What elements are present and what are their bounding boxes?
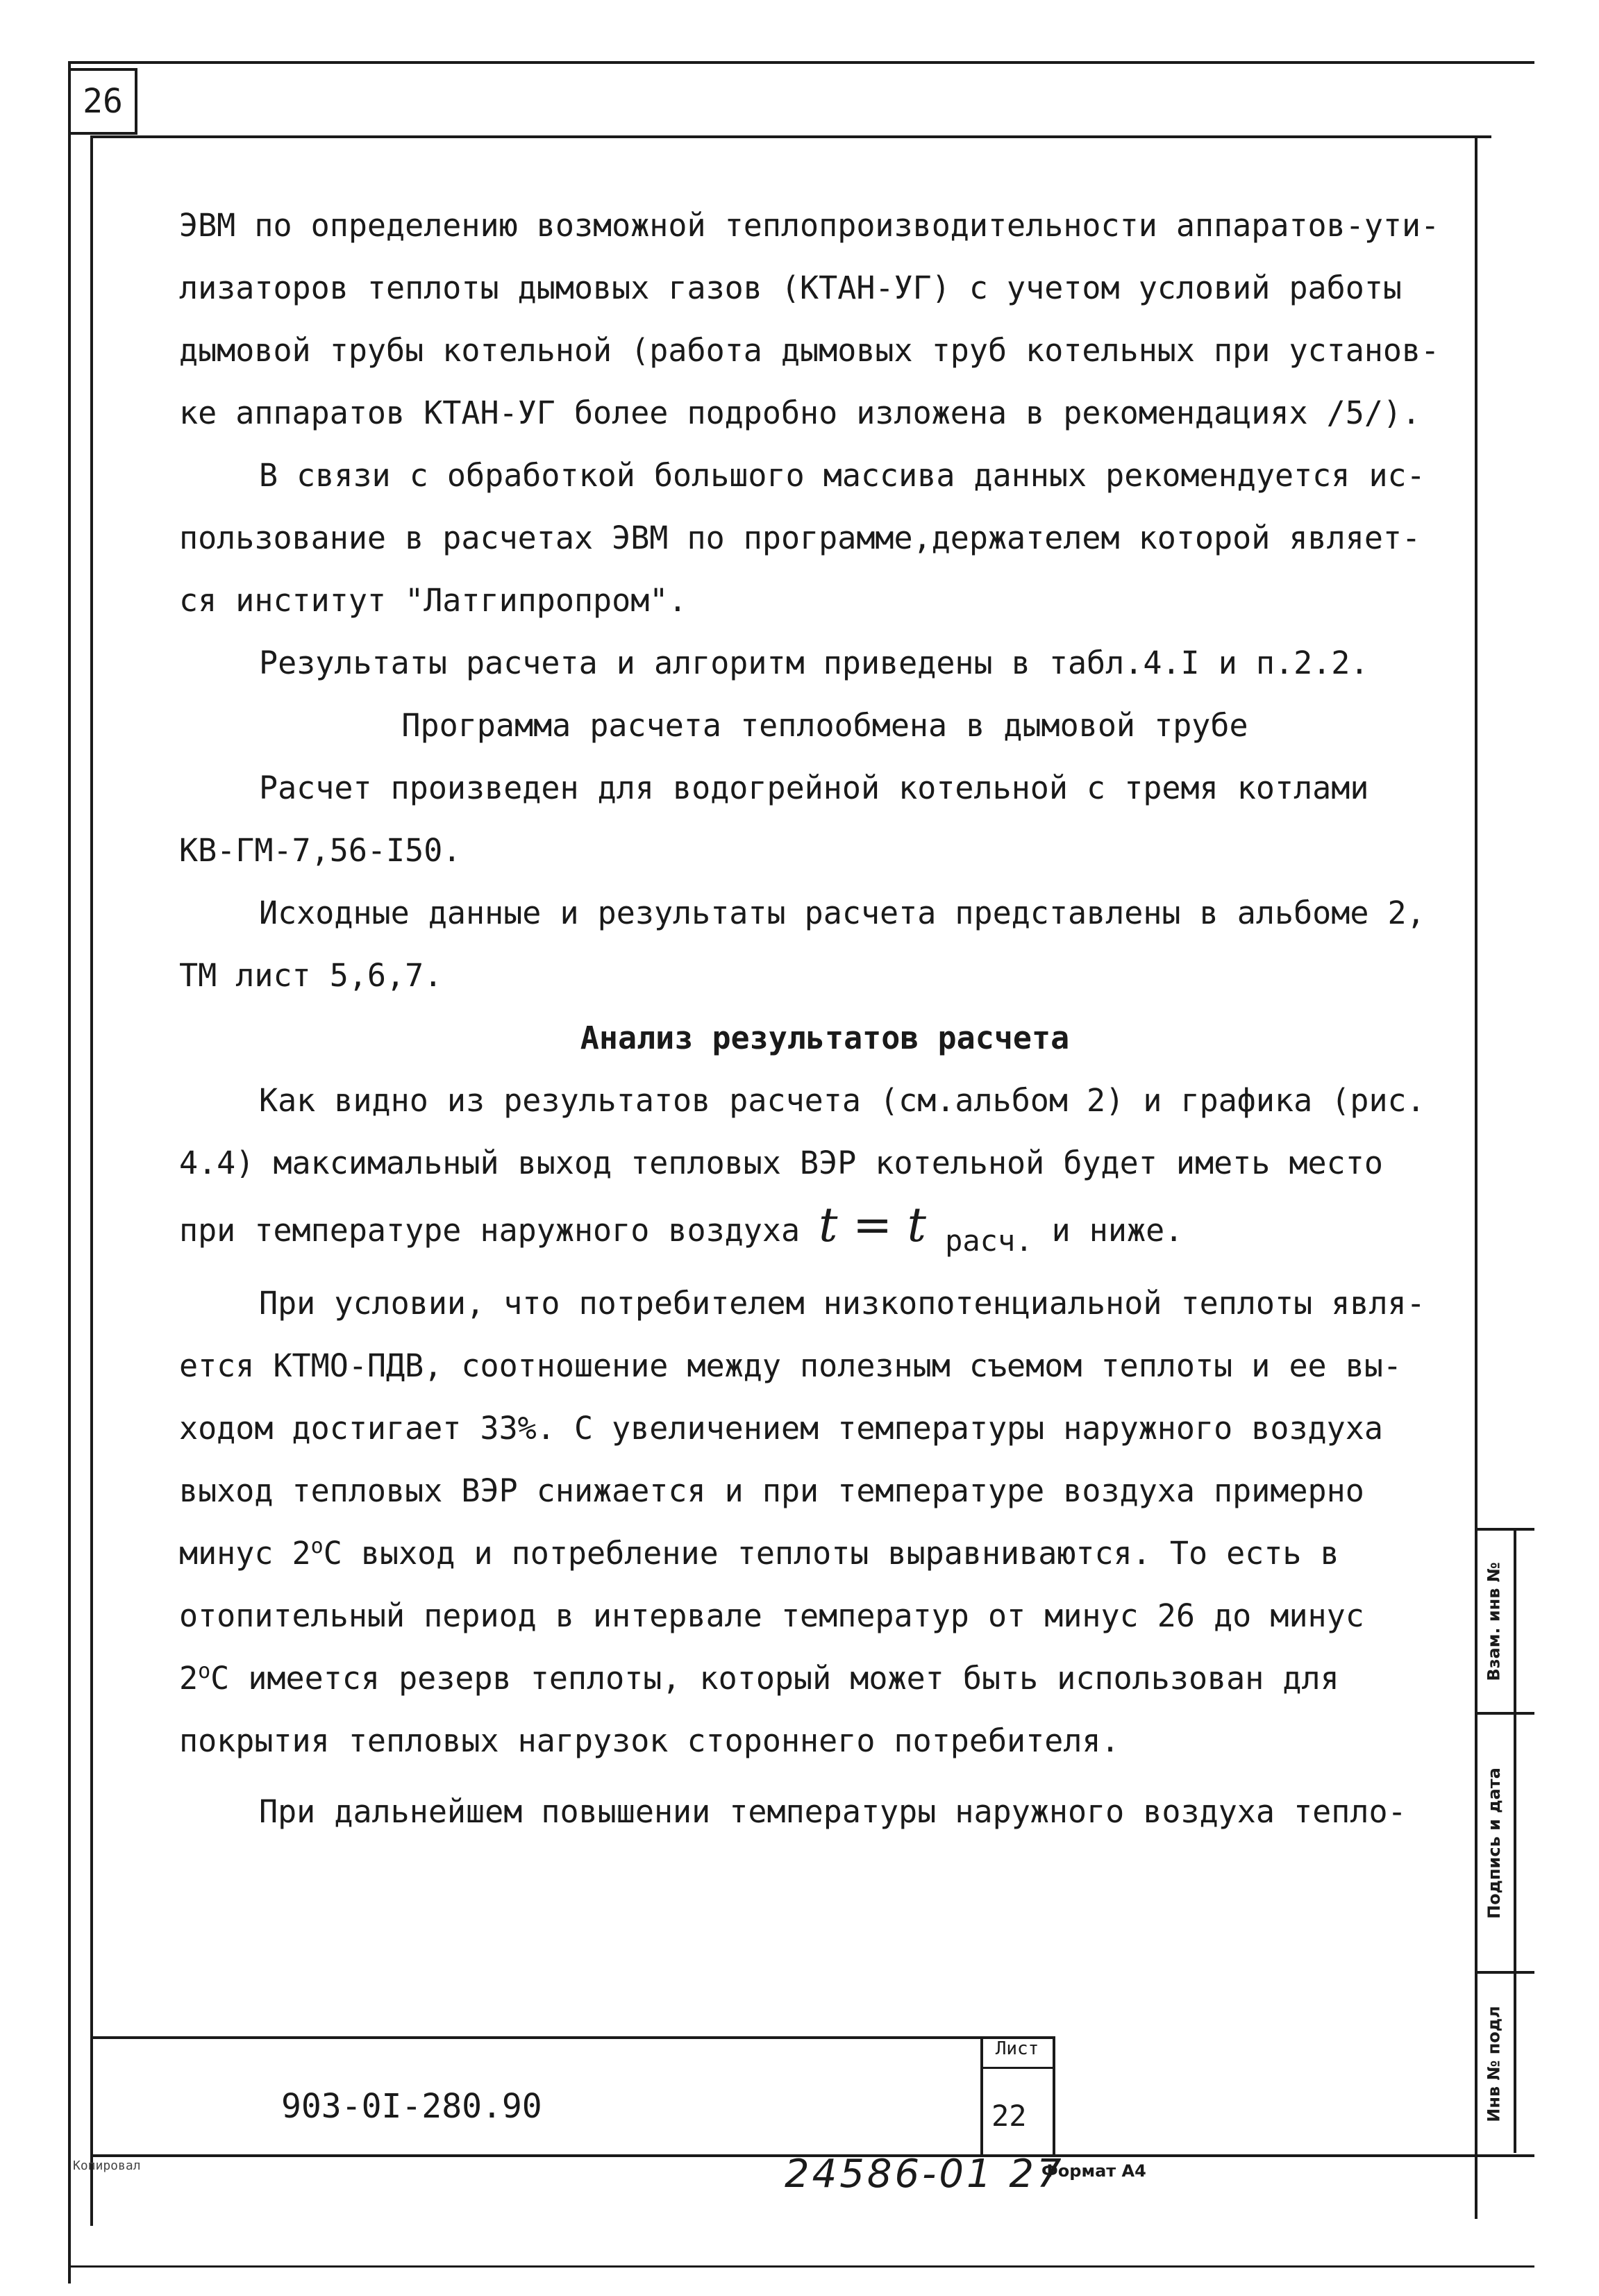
text-segment: С выход и потребление теплоты выравниваются. То есть в: [323, 1535, 1339, 1572]
text-line: КВ-ГМ-7,56-I50.: [179, 832, 462, 869]
frame-left-line: [90, 135, 93, 2226]
text-line: Как видно из результатов расчета (см.альбом 2) и графика (рис.: [259, 1082, 1425, 1119]
stamp-divider-line: [1053, 2036, 1055, 2154]
side-label: Инв № подл: [1484, 2006, 1505, 2122]
text-line: ходом достигает 33%. С увеличением температуры наружного воздуха: [179, 1410, 1383, 1447]
text-line: отопительный период в интервале температур от минус 26 до минус: [179, 1597, 1364, 1634]
frame-inner-top-line: [90, 135, 1491, 138]
text-line: дымовой трубы котельной (работа дымовых труб котельных при установ-: [179, 332, 1440, 369]
side-column-right-line: [1514, 1528, 1516, 2153]
side-cell-inv: [1475, 1974, 1514, 2154]
document-code: 903-0I-280.90: [281, 2087, 542, 2126]
text-line: [179, 1195, 1471, 1272]
degree-sign: o: [310, 1534, 324, 1558]
side-cell-podpis: [1475, 1715, 1514, 1971]
copied-by-label: Копировал: [73, 2158, 141, 2173]
text-line: покрытия тепловых нагрузок стороннего потребителя.: [179, 1722, 1120, 1759]
formula-subscript: расч.: [945, 1224, 1033, 1258]
section-heading: Анализ результатов расчета: [580, 1020, 1070, 1056]
text-segment: 2: [179, 1660, 199, 1697]
text-line: ке аппаратов КТАН-УГ более подробно изложена в рекомендациях /5/).: [179, 394, 1421, 431]
text-line: [179, 1522, 1471, 1585]
text-line: лизаторов теплоты дымовых газов (КТАН-УГ) с учетом условий работы: [179, 269, 1402, 306]
text-segment: С имеется резерв теплоты, который может быть использован для: [210, 1660, 1339, 1697]
text-line: ТМ лист 5,6,7.: [179, 957, 443, 994]
stamp-top-line: [90, 2036, 1055, 2039]
text-line: ся институт "Латгипропром".: [179, 582, 687, 619]
side-cell-vzam: [1475, 1531, 1514, 1712]
stamp-divider-line: [980, 2036, 983, 2154]
section-heading: Программа расчета теплообмена в дымовой трубе: [401, 707, 1248, 744]
text-line: При условии, что потребителем низкопотенциальной теплоты явля-: [259, 1285, 1425, 1322]
text-line: пользование в расчетах ЭВМ по программе,держателем которой являет-: [179, 519, 1421, 556]
stamp-divider-line: [980, 2067, 1055, 2069]
format-label: Формат А4: [1041, 2161, 1146, 2181]
text-segment: и ниже.: [1051, 1212, 1184, 1249]
text-line: Расчет произведен для водогрейной котельной с тремя котлами: [259, 770, 1369, 806]
text-line: ЭВМ по определению возможной теплопроизводительности аппаратов-ути-: [179, 207, 1440, 244]
text-line: Результаты расчета и алгоритм приведены в табл.4.I и п.2.2.: [259, 644, 1369, 681]
archive-page: 27: [1009, 2152, 1064, 2197]
text-segment: минус 2: [179, 1535, 311, 1572]
text-line: 4.4) максимальный выход тепловых ВЭР котельной будет иметь место: [179, 1145, 1383, 1181]
archive-number: 24586-01: [785, 2152, 994, 2197]
text-line: ется КТМО-ПДВ, соотношение между полезным съемом теплоты и ее вы-: [179, 1347, 1402, 1384]
sheet-number: 22: [991, 2099, 1027, 2133]
text-line: выход тепловых ВЭР снижается и при температуре воздуха примерно: [179, 1472, 1364, 1509]
text-line: [179, 1647, 1471, 1710]
text-line: При дальнейшем повышении температуры наружного воздуха тепло-: [259, 1793, 1407, 1830]
frame-top-line: [68, 61, 1534, 64]
temperature-formula: t = t: [819, 1198, 926, 1253]
sheet-label: Лист: [995, 2038, 1039, 2059]
page-number: 26: [68, 68, 137, 135]
side-label: Подпись и дата: [1484, 1767, 1504, 1919]
text-line: Исходные данные и результаты расчета представлены в альбоме 2,: [259, 895, 1425, 931]
frame-left-outer-line: [68, 61, 71, 2283]
text-segment: при температуре наружного воздуха: [179, 1212, 801, 1249]
bottom-rule-line: [68, 2265, 1534, 2268]
side-label: Взам. инв №: [1484, 1561, 1504, 1681]
archive-code: [785, 2152, 1064, 2197]
degree-sign: o: [198, 1659, 211, 1683]
page-body-text: [179, 194, 1471, 1843]
text-line: В связи с обработкой большого массива данных рекомендуется ис-: [259, 457, 1425, 494]
